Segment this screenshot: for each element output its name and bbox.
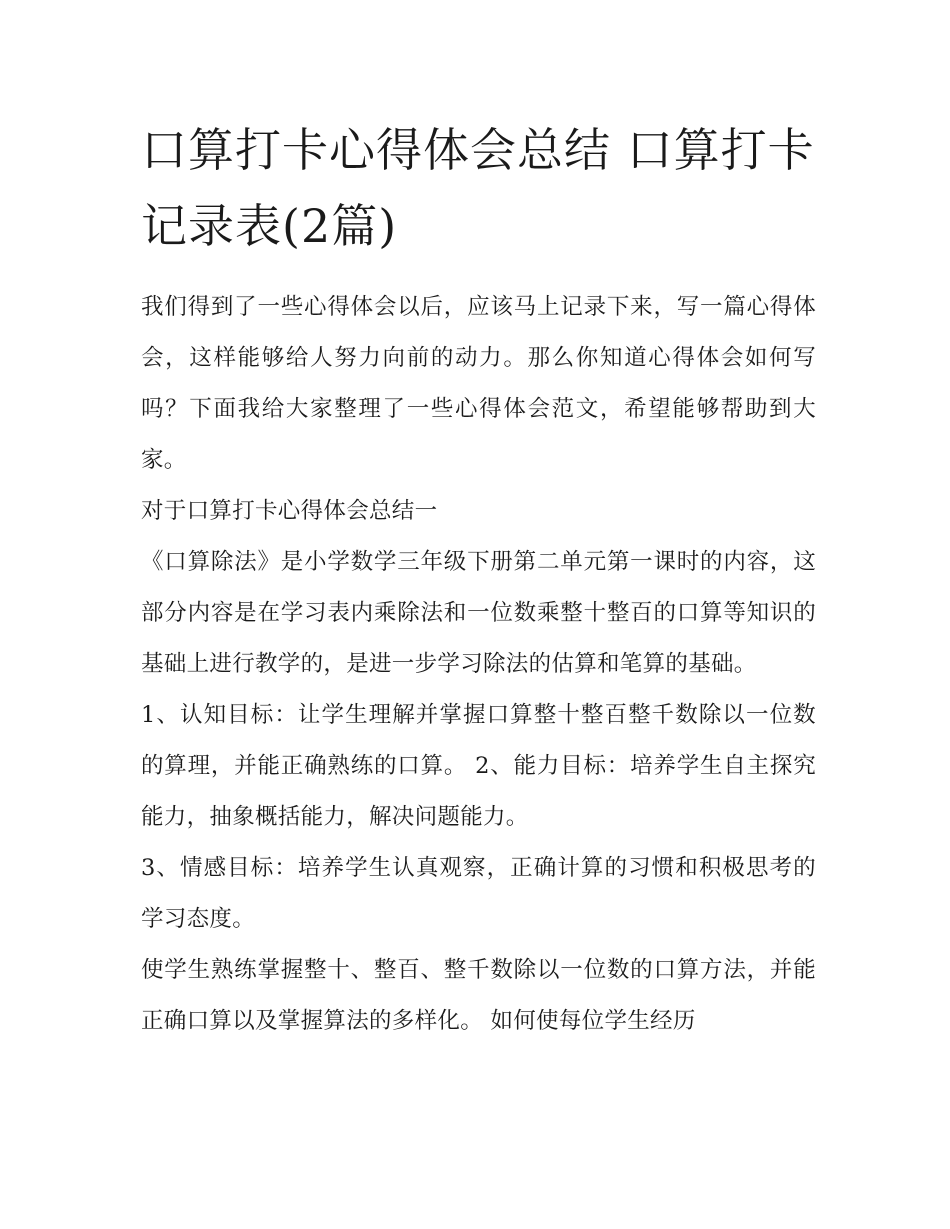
document-title: 口算打卡心得体会总结 口算打卡记录表(2篇) <box>141 123 815 253</box>
document-page <box>141 112 816 1047</box>
intro-paragraph: 我们得到了一些心得体会以后，应该马上记录下来，写一篇心得体会，这样能够给人努力向前的动力。那么你知道心得体会如何写吗？下面我给大家整理了一些心得体会范文，希望能够帮助到大家。 <box>141 294 816 473</box>
body-paragraph: 3、情感目标：培养学生认真观察，正确计算的习惯和积极思考的学习态度。 <box>141 855 816 932</box>
body-paragraph: 1、认知目标：让学生理解并掌握口算整十整百整千数除以一位数的算理，并能正确熟练的口算。 2、能力目标：培养学生自主探究能力，抽象概括能力，解决问题能力。 <box>141 702 816 830</box>
section-heading: 对于口算打卡心得体会总结一 <box>141 498 438 524</box>
body-paragraph: 《口算除法》是小学数学三年级下册第二单元第一课时的内容，这部分内容是在学习表内乘除法和一位数乘整十整百的口算等知识的基础上进行教学的，是进一步学习除法的估算和笔算的基础。 <box>141 549 816 677</box>
body-paragraph: 使学生熟练掌握整十、整百、整千数除以一位数的口算方法，并能正确口算以及掌握算法的多样化。 如何使每位学生经历 <box>141 957 816 1034</box>
